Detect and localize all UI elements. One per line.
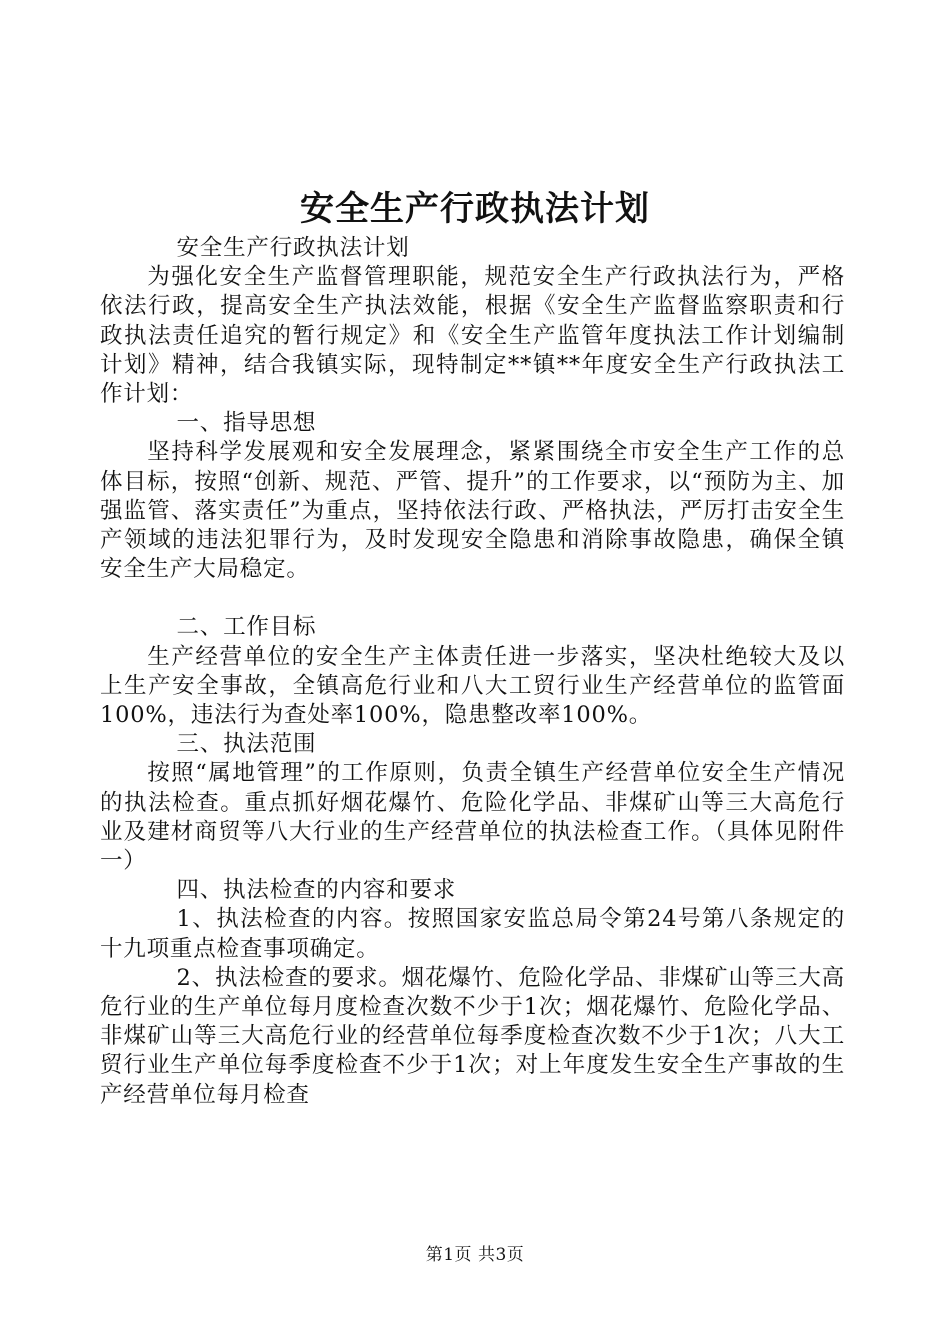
page-number-footer: 第1页 共3页 [425,1245,525,1265]
intro-line: 安全生产行政执法计划 [176,235,410,261]
document-body [100,234,845,1110]
section-heading-3: 三、执法范围 [176,731,317,758]
paragraph-gap [100,584,845,613]
section-heading-1: 一、指导思想 [176,410,317,437]
section-heading-2: 二、工作目标 [176,614,317,641]
paragraph-inspection-requirements: 2、执法检查的要求。烟花爆竹、危险化学品、非煤矿山等三大高危行业的生产单位每月度检查次数不少于1次；烟花爆竹、危险化学品、非煤矿山等三大高危行业的经营单位每季度检查次数不少于1次；八大工贸行业生产单位每季度检查不少于1次；对上年度发生安全生产事故的生产经营单位每月检查 [100,964,845,1108]
paragraph-work-goals: 生产经营单位的安全生产主体责任进一步落实，坚决杜绝较大及以上生产安全事故，全镇高危行业和八大工贸行业生产经营单位的监管面100%，违法行为查处率100%，隐患整改率100%。 [100,643,845,729]
paragraph-inspection-content: 1、执法检查的内容。按照国家安监总局令第24号第八条规定的十九项重点检查事项确定。 [100,906,845,962]
section-heading-4: 四、执法检查的内容和要求 [176,877,457,904]
paragraph-guiding-principles: 坚持科学发展观和安全发展理念，紧紧围绕全市安全生产工作的总体目标，按照“创新、规范、严管、提升”的工作要求，以“预防为主、加强监管、落实责任”为重点，坚持依法行政、严格执法，严厉打击安全生产领域的违法犯罪行为，及时发现安全隐患和消除事故隐患，确保全镇安全生产大局稳定。 [100,439,845,583]
paragraph-enforcement-scope: 按照“属地管理”的工作原则，负责全镇生产经营单位安全生产情况的执法检查。重点抓好烟花爆竹、危险化学品、非煤矿山等三大高危行业及建材商贸等八大行业的生产经营单位的执法检查工作。（具体见附件一） [100,760,845,875]
paragraph-purpose: 为强化安全生产监督管理职能，规范安全生产行政执法行为，严格依法行政，提高安全生产执法效能，根据《安全生产监督监察职责和行政执法责任追究的暂行规定》和《安全生产监管年度执法工作计划编制计划》精神，结合我镇实际，现特制定**镇**年度安全生产行政执法工作计划： [100,264,845,408]
document-title: 安全生产行政执法计划 [300,189,650,229]
